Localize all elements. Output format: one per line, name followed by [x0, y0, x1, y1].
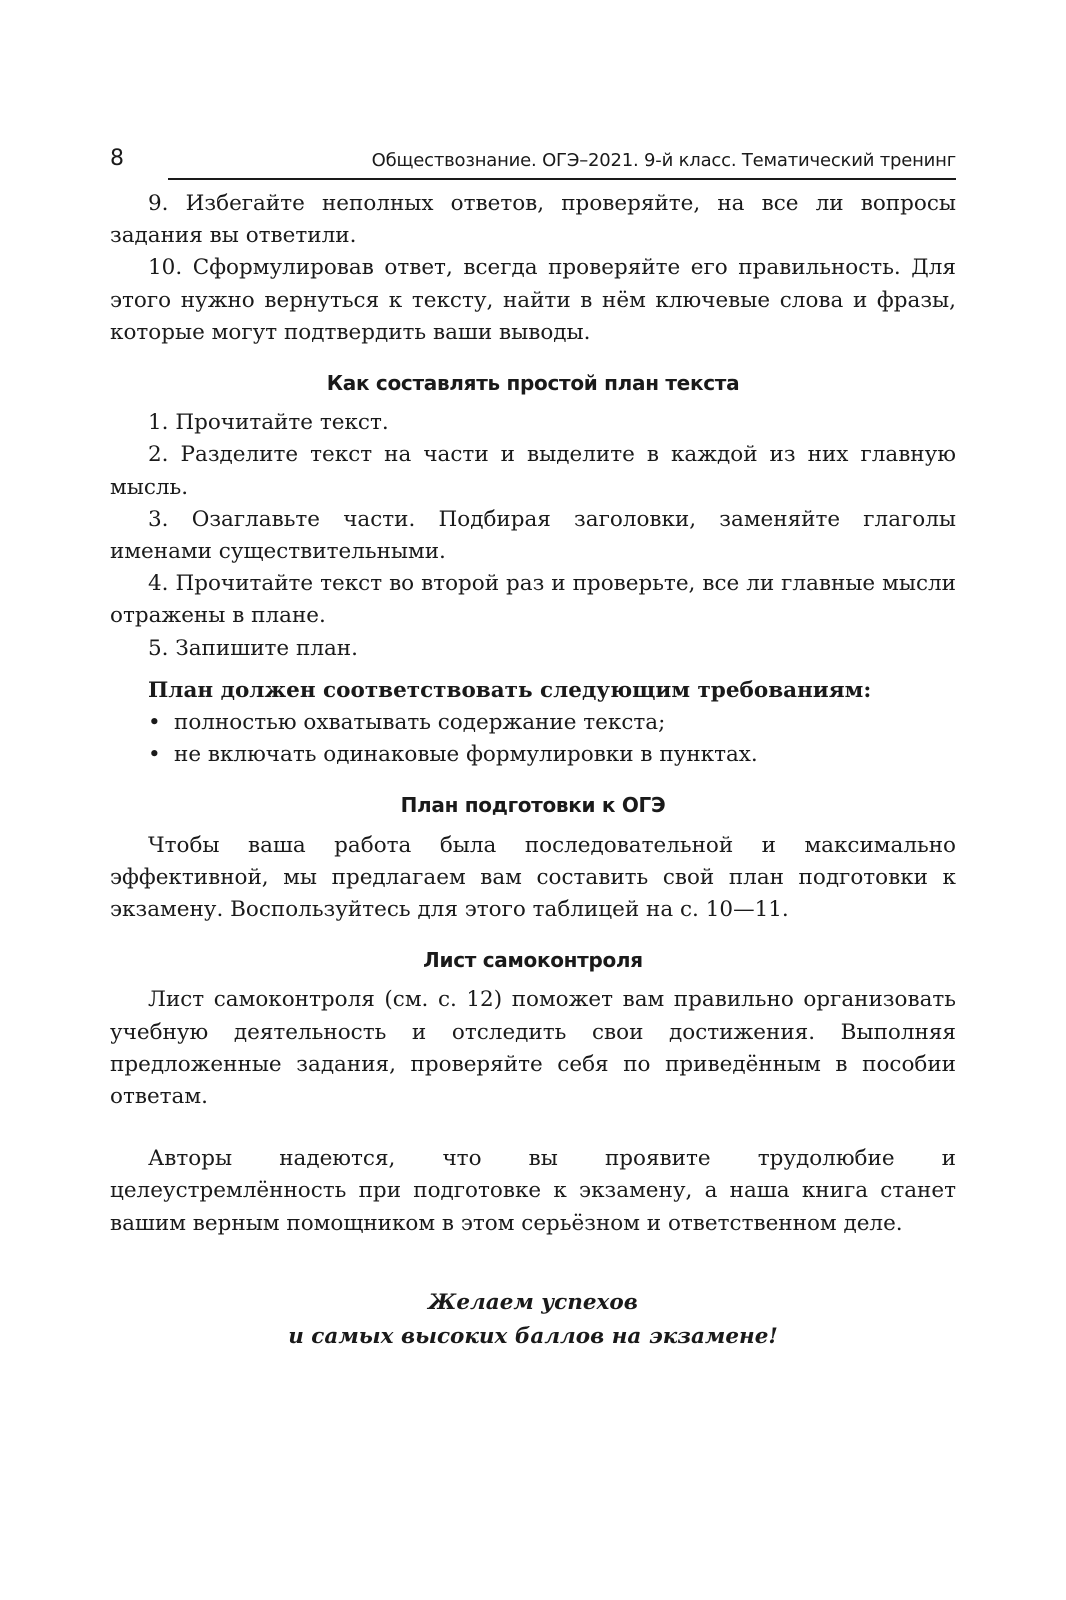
- paragraph-authors: Авторы надеются, что вы проявите трудолюбие и целеустремлённость при подготовке к экзамену, а наша книга станет вашим верным помощником в этом серьёзном и ответственном деле.: [110, 1146, 956, 1236]
- paragraph-self-control: Лист самоконтроля (см. с. 12) поможет вам правильно организовать учебную деятельность и отследить свои достижения. Выполняя предложенные задания, проверяйте себя по приведённым в пособии ответам.: [110, 987, 956, 1110]
- running-head: [110, 138, 956, 178]
- plan-step: 3. Озаглавьте части. Подбирая заголовки, заменяйте глаголы именами существительными.: [110, 506, 956, 565]
- section-heading-self-control: Лист самоконтроля: [423, 948, 643, 973]
- plan-step: 1. Прочитайте текст.: [148, 410, 389, 436]
- plan-step: 2. Разделите текст на части и выделите в каждой из них главную мысль.: [110, 442, 956, 500]
- spacer: [110, 1113, 956, 1143]
- book-page: [110, 138, 956, 1354]
- paragraph-prep-plan: Чтобы ваша работа была последовательной и максимально эффективной, мы предлагаем вам составить свой план подготовки к экзамену. Воспользуйтесь для этого таблицей на с. 10—11.: [110, 832, 956, 923]
- plan-step: 4. Прочитайте текст во второй раз и проверьте, все ли главные мысли отражены в плане.: [110, 571, 956, 629]
- bullet-icon: •: [148, 710, 161, 736]
- closing-line-2: и самых высоких баллов на экзамене!: [288, 1323, 778, 1349]
- page-number: 8: [110, 146, 124, 171]
- requirement-text: не включать одинаковые формулировки в пунктах.: [174, 742, 758, 768]
- paragraph-tip-9: 9. Избегайте неполных ответов, проверяйте, на все ли вопросы задания вы ответили.: [110, 191, 956, 249]
- list-item: [110, 739, 956, 771]
- paragraph-tip-10: 10. Сформулировав ответ, всегда проверяйте его правильность. Для этого нужно вернуться к тексту, найти в нём ключевые слова и фразы, которые могут подтвердить ваши выводы.: [110, 255, 956, 345]
- page-body: [110, 188, 956, 1354]
- plan-step: 5. Запишите план.: [148, 635, 358, 661]
- running-title: Обществознание. ОГЭ–2021. 9-й класс. Тематический тренинг: [371, 150, 956, 171]
- section-heading-prep-plan: План подготовки к ОГЭ: [400, 793, 666, 818]
- bullet-icon: •: [148, 742, 161, 768]
- header-rule: [168, 178, 956, 180]
- closing-line-1: Желаем успехов: [428, 1289, 638, 1315]
- closing-wish: [110, 1286, 956, 1354]
- requirement-text: полностью охватывать содержание текста;: [174, 710, 666, 736]
- list-item: [110, 707, 956, 739]
- section-heading-simple-plan: Как составлять простой план текста: [326, 371, 740, 396]
- requirements-title: План должен соответствовать следующим требованиям:: [148, 677, 872, 703]
- requirements-list: [110, 707, 956, 771]
